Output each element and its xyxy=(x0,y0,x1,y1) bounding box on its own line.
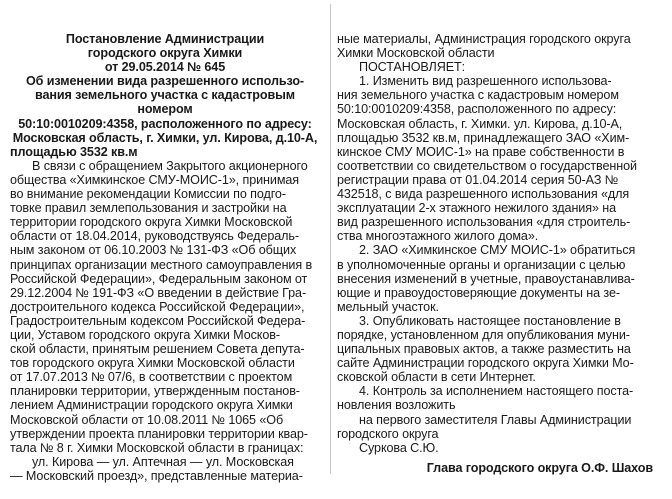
item-line: ципальных правовых актов, а также разместить на xyxy=(337,342,631,357)
item-line: Московская область, г. Химки. ул. Кирова, д.10-А, xyxy=(337,116,623,131)
item-line: в уполномоченные органы и организации с целью xyxy=(337,257,626,272)
body-line: тов городского округа Химки Московской области xyxy=(10,356,295,371)
body-line: ным законом от 06.10.2003 № 131-ФЗ «Об общих xyxy=(10,243,297,258)
body-line: области от 18.04.2014, руководствуясь Федераль- xyxy=(10,229,299,244)
header-line: городского округа Химки xyxy=(87,46,243,61)
item-line: эксплуатации 2-х этажного нежилого здания» на xyxy=(337,201,617,216)
right-column xyxy=(331,2,653,499)
item-line: вид разрешенного использования «для строитель- xyxy=(337,215,631,230)
item-line: ющие и правоудостоверяющие документы на зе- xyxy=(337,285,620,300)
item-line: ства многоэтажного жилого дома». xyxy=(337,229,539,244)
title-line: Московская область, г. Химки, ул. Кирова, д.10-А, xyxy=(12,130,318,145)
item-line: на первого заместителя Главы Администрации xyxy=(359,412,632,427)
item-line: ния земельного участка с кадастровым номером xyxy=(337,88,619,103)
signer-name: Суркова С.Ю. xyxy=(359,440,439,455)
decree-title xyxy=(10,74,320,159)
item-line: порядке, установленном для опубликования муни- xyxy=(337,327,630,342)
item-line: кинское СМУ МОИС-1» на праве собственности в xyxy=(337,144,625,159)
body-line: во внимание рекомендации Комиссии по подго- xyxy=(10,187,286,202)
title-line: вания земельного участка с кадастровым номером xyxy=(34,88,296,117)
left-column xyxy=(10,2,330,499)
header-line: Постановление Администрации xyxy=(65,32,265,46)
body-line: утверждении проекта планировки территории квар- xyxy=(10,426,308,441)
title-line: 50:10:0010209:4358, расположенного по адресу: xyxy=(18,116,312,131)
body-line: достроительного кодекса Российской Федерации», xyxy=(10,299,305,314)
body-line: Химки Московской области xyxy=(337,46,495,61)
header-line: от 29.05.2014 № 645 xyxy=(104,60,226,75)
body-line: ской области, принятым решением Совета депута- xyxy=(10,342,305,357)
resolves-heading: ПОСТАНОВЛЯЕТ: xyxy=(359,60,465,75)
decree-item-3 xyxy=(337,314,653,384)
body-line: ул. Кирова — ул. Аптечная — ул. Московская xyxy=(32,454,294,469)
body-line: тала № 8 г. Химки Московской области в границах: xyxy=(10,440,304,455)
item-line: 4. Контроль за исполнением настоящего поста- xyxy=(359,384,634,399)
head-signature: Глава городского округа О.Ф. Шахов xyxy=(426,460,653,475)
decree-item-1 xyxy=(337,74,653,243)
item-line: сайте Администрации городского округа Химки Мо- xyxy=(337,356,634,371)
body-line: — Московский проезд», представленные материа- xyxy=(10,468,303,483)
decree-item-2 xyxy=(337,243,653,313)
title-line: площадью 3532 кв.м xyxy=(10,144,138,159)
decree-header xyxy=(10,32,320,74)
decree-preamble xyxy=(10,159,320,483)
body-line: Российской Федерации», Федеральным законом от xyxy=(10,271,308,286)
body-line: планировки территории, утвержденным постанов- xyxy=(10,384,300,399)
item-line: 2. ЗАО «Химкинское СМУ МОИС-1» обратиться xyxy=(359,243,636,258)
item-line: 50:10:0010209:4358, расположенного по адресу: xyxy=(337,102,617,117)
item-line: 1. Изменить вид разрешенного использова- xyxy=(359,74,612,89)
body-line: принципах организации местного самоуправления в xyxy=(10,257,313,272)
body-line: товке правил землепользования и застройки на xyxy=(10,201,287,216)
item-line: соответствии со свидетельством о государственной xyxy=(337,158,637,173)
body-line: от 17.07.2013 № 07/6, в соответствии с проектом xyxy=(10,370,293,385)
item-line: регистрации права от 01.04.2014 серия 50-АЗ № xyxy=(337,172,619,187)
item-line: сковской области в сети Интернет. xyxy=(337,370,536,385)
body-line: лением Администрации городского округа Химки xyxy=(10,398,293,413)
item-line: внесения изменений в учетные, правоустанавлива- xyxy=(337,271,635,286)
body-line: общества «Химкинское СМУ-МОИС-1», принимая xyxy=(10,172,300,187)
decree-item-4 xyxy=(337,384,653,440)
body-line: Градостроительным кодексом Российской Федера- xyxy=(10,313,306,328)
body-line: территории городского округа Химки Московской xyxy=(10,215,293,230)
body-line: 29.12.2004 № 191-ФЗ «О введении в действие Гра- xyxy=(10,285,307,300)
item-line: площадью 3532 кв.м, принадлежащего ЗАО «Хим- xyxy=(337,130,630,145)
body-line: Московской области от 10.08.2011 № 1065 «Об xyxy=(10,412,284,427)
item-line: 3. Опубликовать настоящее постановление в xyxy=(359,313,621,328)
item-line: мельный участок. xyxy=(337,299,439,314)
title-line: Об изменении вида разрешенного использо- xyxy=(25,74,305,89)
item-line: новления возложить xyxy=(337,398,456,413)
item-line: городского округа xyxy=(337,426,439,441)
body-line: В связи с обращением Закрытого акционерного xyxy=(32,158,308,173)
body-line: ные материалы, Администрация городского округа xyxy=(337,32,631,46)
body-line: ции, Уставом городского округа Химки Москов- xyxy=(10,327,280,342)
item-line: 432518, с вида разрешенного использования «для xyxy=(337,187,630,202)
